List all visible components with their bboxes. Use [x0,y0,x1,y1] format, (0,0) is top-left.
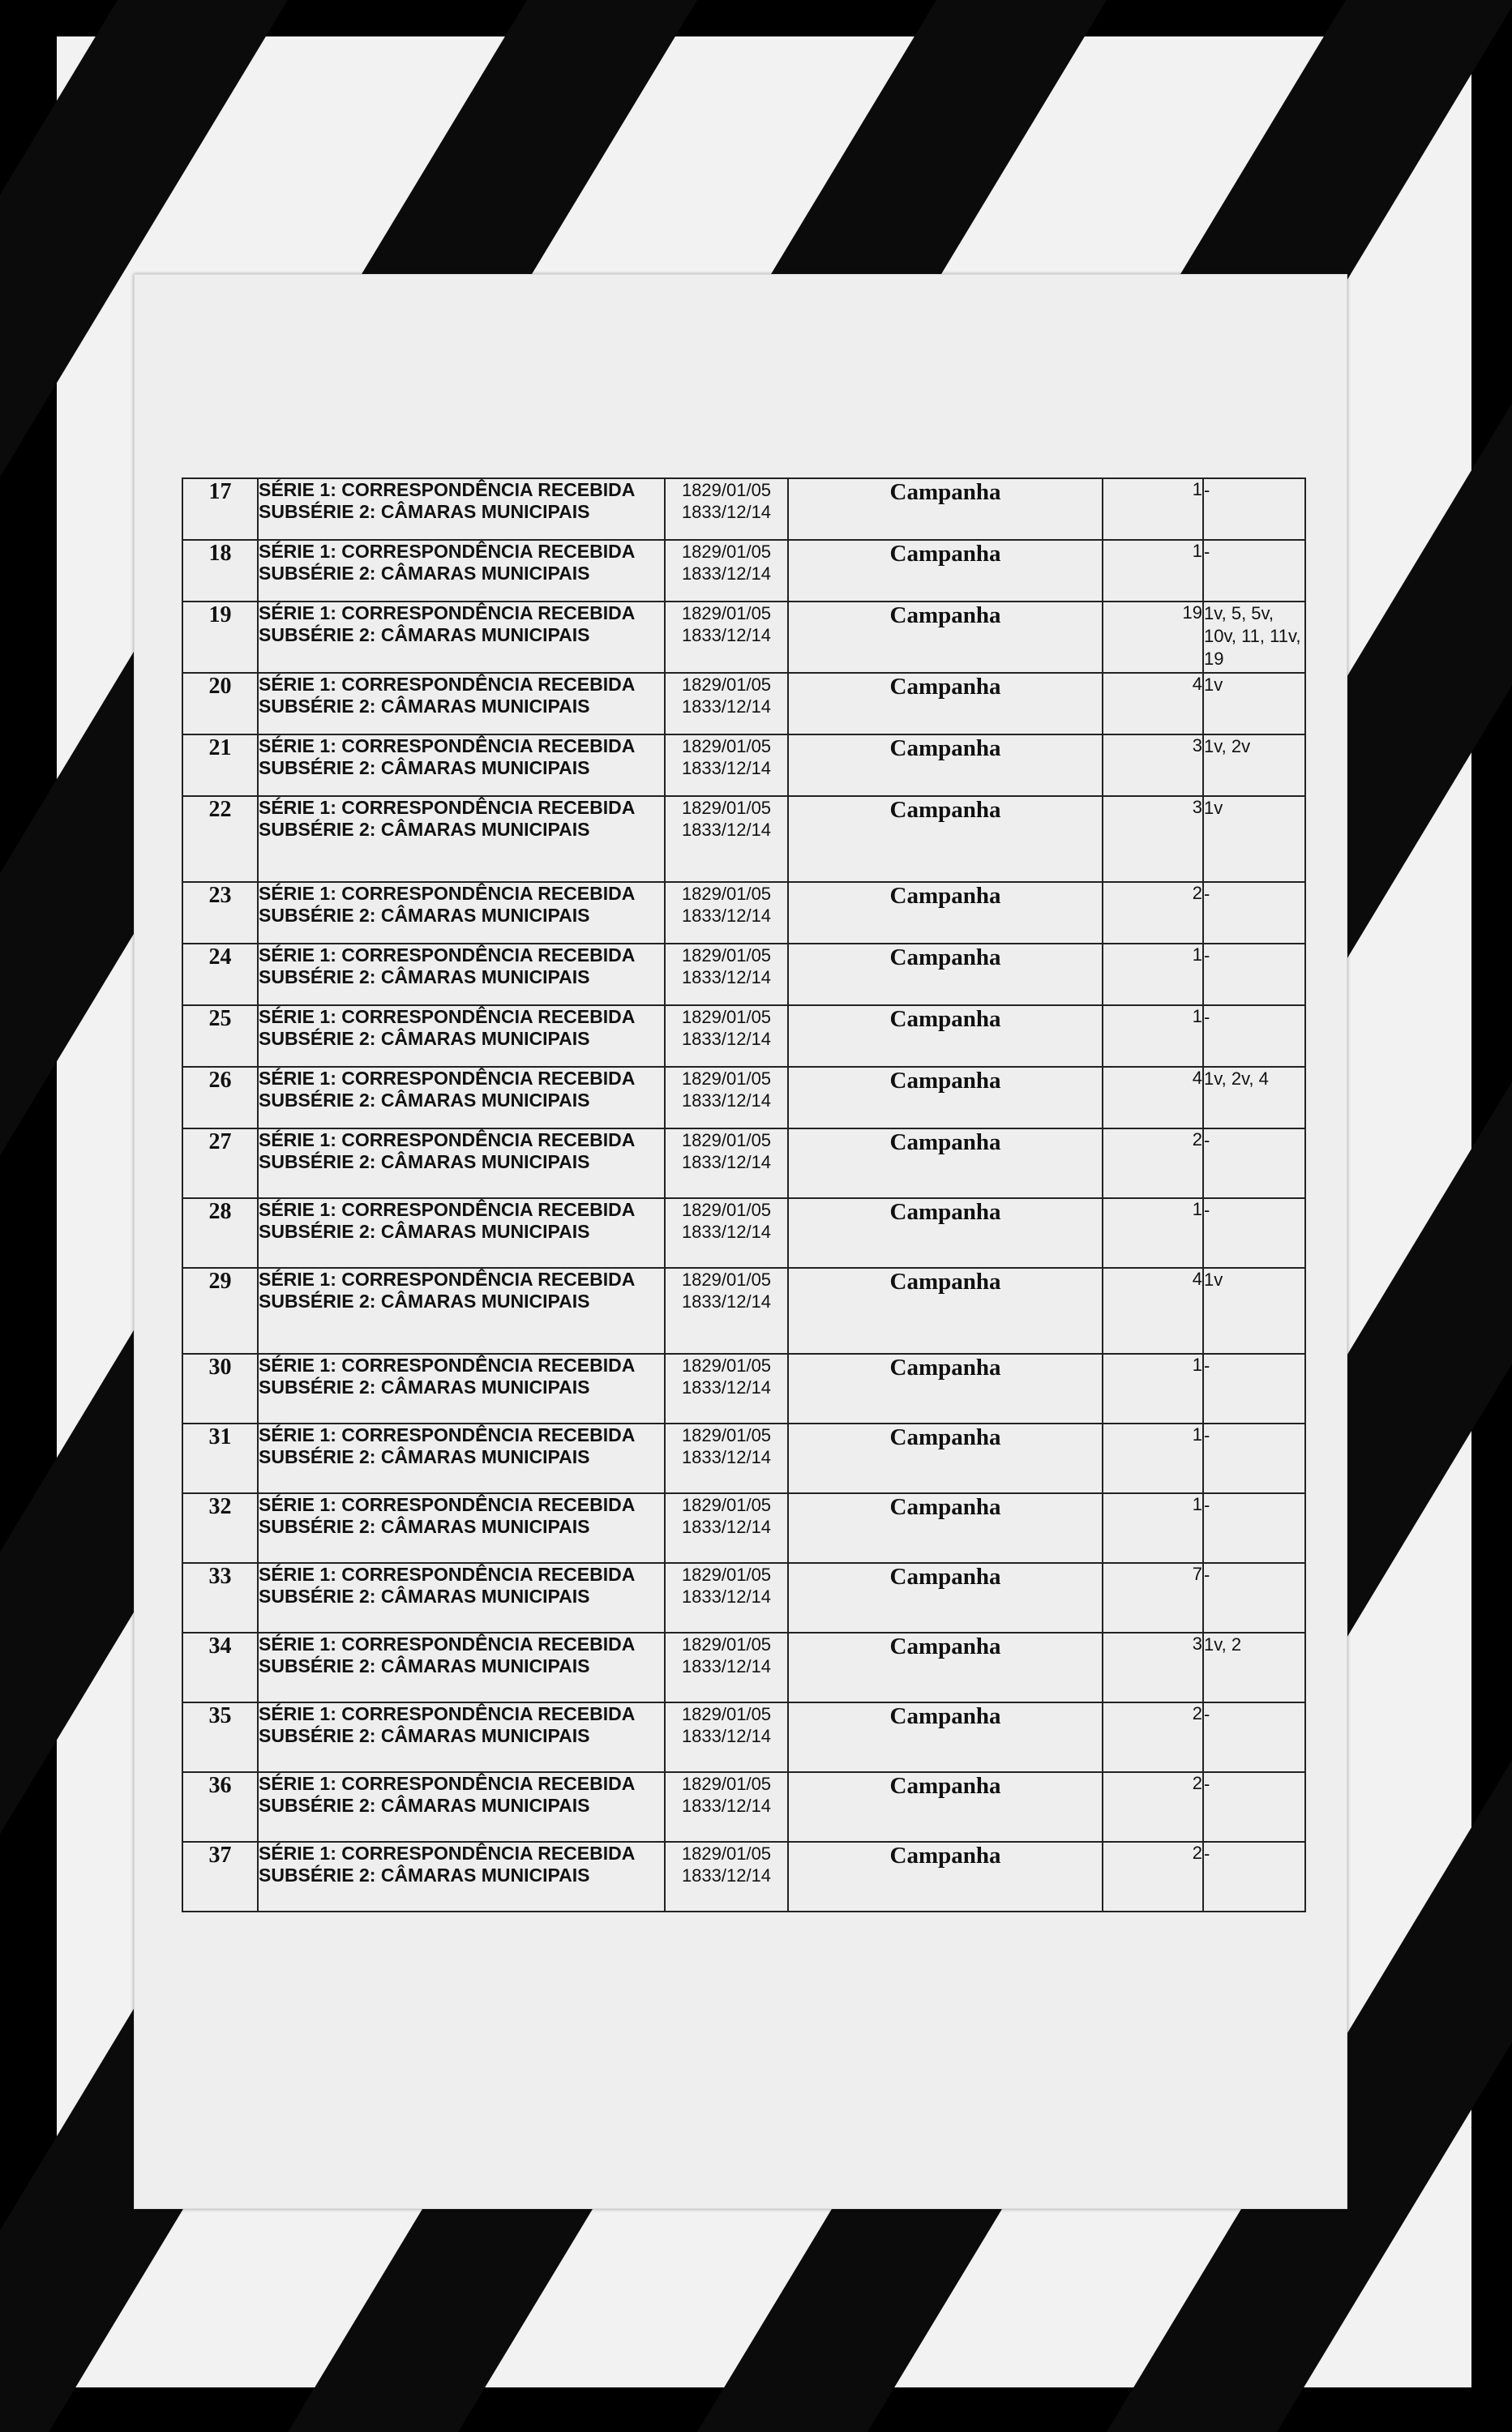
date-range [665,1702,788,1772]
date-range [665,1067,788,1128]
subserie-label: SUBSÉRIE 2: CÂMARAS MUNICIPAIS [259,1028,590,1049]
date-end: 1833/12/14 [681,1517,772,1537]
date-end: 1833/12/14 [681,696,772,717]
folio-list: 1v [1203,673,1305,734]
date-end: 1833/12/14 [681,906,772,926]
subserie-label: SUBSÉRIE 2: CÂMARAS MUNICIPAIS [259,1291,590,1312]
serie-label: SÉRIE 1: CORRESPONDÊNCIA RECEBIDA [259,479,636,500]
document-count: 2 [1103,1842,1203,1912]
folio-list: - [1203,1005,1305,1067]
date-start: 1829/01/05 [681,1495,772,1515]
serie-label: SÉRIE 1: CORRESPONDÊNCIA RECEBIDA [259,1199,636,1220]
serie-label: SÉRIE 1: CORRESPONDÊNCIA RECEBIDA [259,602,636,623]
table-row [182,1842,1305,1912]
document-count: 1 [1103,1424,1203,1493]
subserie-label: SUBSÉRIE 2: CÂMARAS MUNICIPAIS [259,1221,590,1242]
document-count: 1 [1103,1005,1203,1067]
item-number: 21 [182,734,258,796]
table-row [182,882,1305,944]
date-range [665,1198,788,1268]
date-start: 1829/01/05 [681,1355,772,1376]
date-range [665,1268,788,1354]
folio-list: - [1203,1198,1305,1268]
folio-list: - [1203,1772,1305,1842]
place-name: Campanha [788,1424,1103,1493]
place-name: Campanha [788,1633,1103,1702]
subserie-label: SUBSÉRIE 2: CÂMARAS MUNICIPAIS [259,1795,590,1816]
date-end: 1833/12/14 [681,563,772,584]
date-end: 1833/12/14 [681,1865,772,1886]
item-number: 25 [182,1005,258,1067]
date-range [665,1354,788,1424]
place-name: Campanha [788,1128,1103,1198]
item-description [258,1354,665,1424]
document-count: 4 [1103,673,1203,734]
serie-label: SÉRIE 1: CORRESPONDÊNCIA RECEBIDA [259,883,636,904]
table-row [182,734,1305,796]
date-range [665,1772,788,1842]
date-end: 1833/12/14 [681,1029,772,1049]
item-description [258,1268,665,1354]
date-end: 1833/12/14 [681,1291,772,1312]
folio-list: - [1203,944,1305,1005]
table-row [182,1005,1305,1067]
date-end: 1833/12/14 [681,625,772,645]
folio-list: 1v [1203,796,1305,882]
date-end: 1833/12/14 [681,1447,772,1467]
document-count: 19 [1103,602,1203,673]
document-count: 3 [1103,796,1203,882]
table-row [182,1633,1305,1702]
serie-label: SÉRIE 1: CORRESPONDÊNCIA RECEBIDA [259,1424,636,1445]
subserie-label: SUBSÉRIE 2: CÂMARAS MUNICIPAIS [259,696,590,717]
date-start: 1829/01/05 [681,736,772,756]
item-number: 20 [182,673,258,734]
folio-list: - [1203,1563,1305,1633]
date-start: 1829/01/05 [681,1425,772,1445]
table-row [182,1772,1305,1842]
place-name: Campanha [788,1842,1103,1912]
place-name: Campanha [788,1067,1103,1128]
subserie-label: SUBSÉRIE 2: CÂMARAS MUNICIPAIS [259,1516,590,1537]
serie-label: SÉRIE 1: CORRESPONDÊNCIA RECEBIDA [259,674,636,695]
date-start: 1829/01/05 [681,1130,772,1150]
place-name: Campanha [788,734,1103,796]
item-description [258,1633,665,1702]
serie-label: SÉRIE 1: CORRESPONDÊNCIA RECEBIDA [259,1006,636,1027]
table-row [182,1563,1305,1633]
folio-list: - [1203,1354,1305,1424]
table-row [182,1424,1305,1493]
date-start: 1829/01/05 [681,1007,772,1027]
date-start: 1829/01/05 [681,1843,772,1864]
subserie-label: SUBSÉRIE 2: CÂMARAS MUNICIPAIS [259,966,590,987]
document-count: 1 [1103,1493,1203,1563]
document-count: 2 [1103,1772,1203,1842]
item-description [258,602,665,673]
item-number: 18 [182,540,258,602]
date-start: 1829/01/05 [681,1634,772,1655]
item-description [258,1772,665,1842]
item-number: 36 [182,1772,258,1842]
document-count: 1 [1103,944,1203,1005]
date-start: 1829/01/05 [681,798,772,818]
document-count: 1 [1103,1198,1203,1268]
serie-label: SÉRIE 1: CORRESPONDÊNCIA RECEBIDA [259,1633,636,1655]
place-name: Campanha [788,478,1103,540]
table-row [182,1268,1305,1354]
place-name: Campanha [788,673,1103,734]
place-name: Campanha [788,602,1103,673]
item-number: 37 [182,1842,258,1912]
place-name: Campanha [788,796,1103,882]
date-start: 1829/01/05 [681,1774,772,1794]
document-count: 4 [1103,1067,1203,1128]
subserie-label: SUBSÉRIE 2: CÂMARAS MUNICIPAIS [259,563,590,584]
table-row [182,602,1305,673]
serie-label: SÉRIE 1: CORRESPONDÊNCIA RECEBIDA [259,1068,636,1089]
serie-label: SÉRIE 1: CORRESPONDÊNCIA RECEBIDA [259,797,636,818]
table-row [182,1067,1305,1128]
date-range [665,1424,788,1493]
item-number: 30 [182,1354,258,1424]
date-start: 1829/01/05 [681,674,772,695]
document-sheet [134,274,1347,2209]
subserie-label: SUBSÉRIE 2: CÂMARAS MUNICIPAIS [259,1446,590,1467]
subserie-label: SUBSÉRIE 2: CÂMARAS MUNICIPAIS [259,1655,590,1676]
place-name: Campanha [788,882,1103,944]
item-description [258,1493,665,1563]
date-range [665,673,788,734]
table-row [182,540,1305,602]
folio-list: 1v, 2 [1203,1633,1305,1702]
folio-list: - [1203,1424,1305,1493]
folio-list: - [1203,882,1305,944]
item-number: 33 [182,1563,258,1633]
date-end: 1833/12/14 [681,820,772,840]
subserie-label: SUBSÉRIE 2: CÂMARAS MUNICIPAIS [259,1586,590,1607]
date-range [665,1493,788,1563]
subserie-label: SUBSÉRIE 2: CÂMARAS MUNICIPAIS [259,1725,590,1746]
place-name: Campanha [788,1563,1103,1633]
item-description [258,882,665,944]
date-start: 1829/01/05 [681,884,772,904]
date-end: 1833/12/14 [681,1090,772,1111]
table-row [182,1354,1305,1424]
table-row [182,1198,1305,1268]
place-name: Campanha [788,1493,1103,1563]
folio-list: - [1203,1493,1305,1563]
table-row [182,673,1305,734]
item-description [258,734,665,796]
item-number: 31 [182,1424,258,1493]
document-count: 4 [1103,1268,1203,1354]
item-description [258,1563,665,1633]
place-name: Campanha [788,1005,1103,1067]
item-number: 27 [182,1128,258,1198]
table-row [182,1702,1305,1772]
folio-list: 1v, 5, 5v, 10v, 11, 11v, 19 [1203,602,1305,673]
document-count: 1 [1103,540,1203,602]
serie-label: SÉRIE 1: CORRESPONDÊNCIA RECEBIDA [259,1773,636,1794]
serie-label: SÉRIE 1: CORRESPONDÊNCIA RECEBIDA [259,1129,636,1150]
date-range [665,1128,788,1198]
table-row [182,1493,1305,1563]
item-number: 35 [182,1702,258,1772]
item-number: 34 [182,1633,258,1702]
serie-label: SÉRIE 1: CORRESPONDÊNCIA RECEBIDA [259,1355,636,1376]
subserie-label: SUBSÉRIE 2: CÂMARAS MUNICIPAIS [259,1865,590,1886]
table-row [182,478,1305,540]
date-start: 1829/01/05 [681,603,772,623]
item-description [258,1424,665,1493]
item-description [258,1128,665,1198]
item-number: 23 [182,882,258,944]
date-range [665,734,788,796]
item-number: 24 [182,944,258,1005]
register-table [182,477,1306,1912]
place-name: Campanha [788,1702,1103,1772]
folio-list: - [1203,1128,1305,1198]
date-end: 1833/12/14 [681,502,772,522]
subserie-label: SUBSÉRIE 2: CÂMARAS MUNICIPAIS [259,819,590,840]
date-start: 1829/01/05 [681,1565,772,1585]
date-end: 1833/12/14 [681,1377,772,1398]
table-row [182,944,1305,1005]
serie-label: SÉRIE 1: CORRESPONDÊNCIA RECEBIDA [259,1494,636,1515]
date-end: 1833/12/14 [681,1222,772,1242]
subserie-label: SUBSÉRIE 2: CÂMARAS MUNICIPAIS [259,501,590,522]
item-description [258,1005,665,1067]
date-start: 1829/01/05 [681,945,772,966]
item-number: 17 [182,478,258,540]
place-name: Campanha [788,1772,1103,1842]
subserie-label: SUBSÉRIE 2: CÂMARAS MUNICIPAIS [259,1377,590,1398]
place-name: Campanha [788,944,1103,1005]
date-start: 1829/01/05 [681,1200,772,1220]
date-start: 1829/01/05 [681,1068,772,1089]
subserie-label: SUBSÉRIE 2: CÂMARAS MUNICIPAIS [259,1151,590,1172]
item-description [258,1198,665,1268]
item-number: 19 [182,602,258,673]
item-description [258,478,665,540]
place-name: Campanha [788,1198,1103,1268]
serie-label: SÉRIE 1: CORRESPONDÊNCIA RECEBIDA [259,541,636,562]
serie-label: SÉRIE 1: CORRESPONDÊNCIA RECEBIDA [259,1843,636,1864]
item-number: 26 [182,1067,258,1128]
subserie-label: SUBSÉRIE 2: CÂMARAS MUNICIPAIS [259,757,590,778]
document-count: 1 [1103,478,1203,540]
date-end: 1833/12/14 [681,1726,772,1746]
date-range [665,540,788,602]
date-range [665,478,788,540]
item-number: 22 [182,796,258,882]
document-count: 2 [1103,1702,1203,1772]
document-count: 2 [1103,1128,1203,1198]
date-range [665,1842,788,1912]
item-description [258,673,665,734]
subserie-label: SUBSÉRIE 2: CÂMARAS MUNICIPAIS [259,624,590,645]
item-number: 29 [182,1268,258,1354]
date-end: 1833/12/14 [681,758,772,778]
document-count: 1 [1103,1354,1203,1424]
item-description [258,1702,665,1772]
subserie-label: SUBSÉRIE 2: CÂMARAS MUNICIPAIS [259,1090,590,1111]
folio-list: - [1203,1842,1305,1912]
date-end: 1833/12/14 [681,1656,772,1676]
place-name: Campanha [788,1354,1103,1424]
serie-label: SÉRIE 1: CORRESPONDÊNCIA RECEBIDA [259,944,636,966]
table-row [182,1128,1305,1198]
date-end: 1833/12/14 [681,967,772,987]
document-count: 3 [1103,1633,1203,1702]
folio-list: 1v, 2v, 4 [1203,1067,1305,1128]
folio-list: - [1203,1702,1305,1772]
document-count: 2 [1103,882,1203,944]
serie-label: SÉRIE 1: CORRESPONDÊNCIA RECEBIDA [259,1703,636,1724]
item-description [258,1842,665,1912]
document-count: 7 [1103,1563,1203,1633]
subserie-label: SUBSÉRIE 2: CÂMARAS MUNICIPAIS [259,905,590,926]
date-range [665,1563,788,1633]
serie-label: SÉRIE 1: CORRESPONDÊNCIA RECEBIDA [259,1269,636,1290]
place-name: Campanha [788,540,1103,602]
date-range [665,1633,788,1702]
table-row [182,796,1305,882]
folio-list: - [1203,540,1305,602]
place-name: Campanha [788,1268,1103,1354]
serie-label: SÉRIE 1: CORRESPONDÊNCIA RECEBIDA [259,735,636,756]
serie-label: SÉRIE 1: CORRESPONDÊNCIA RECEBIDA [259,1564,636,1585]
date-end: 1833/12/14 [681,1152,772,1172]
date-start: 1829/01/05 [681,480,772,500]
item-description [258,796,665,882]
document-count: 3 [1103,734,1203,796]
date-end: 1833/12/14 [681,1796,772,1816]
date-range [665,944,788,1005]
item-description [258,944,665,1005]
folio-list: 1v, 2v [1203,734,1305,796]
date-range [665,1005,788,1067]
item-description [258,540,665,602]
date-range [665,602,788,673]
date-start: 1829/01/05 [681,1704,772,1724]
folio-list: - [1203,478,1305,540]
date-start: 1829/01/05 [681,542,772,562]
folio-list: 1v [1203,1268,1305,1354]
date-range [665,796,788,882]
date-range [665,882,788,944]
item-description [258,1067,665,1128]
date-end: 1833/12/14 [681,1586,772,1607]
item-number: 32 [182,1493,258,1563]
item-number: 28 [182,1198,258,1268]
date-start: 1829/01/05 [681,1270,772,1290]
